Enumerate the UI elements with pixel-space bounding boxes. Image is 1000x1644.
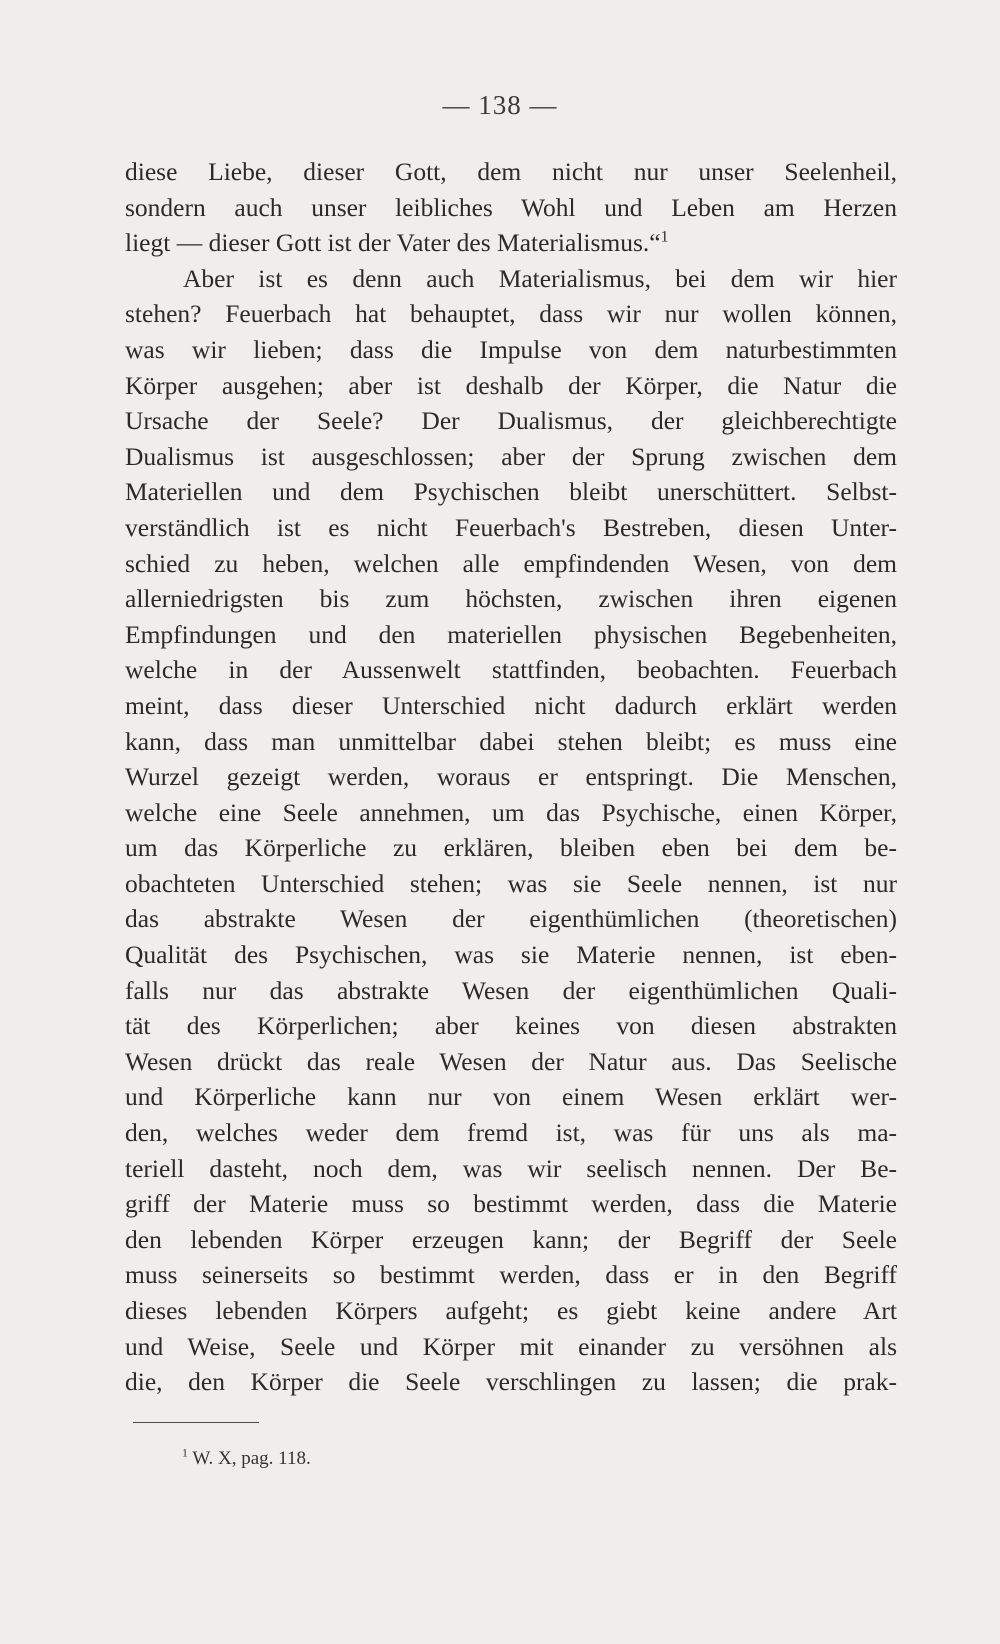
text-line: das abstrakte Wesen der eigenthümlichen (theoretischen) [125, 904, 897, 934]
text-line: meint, dass dieser Unterschied nicht dadurch erklärt werden [125, 690, 897, 720]
footnote-text: W. X, pag. 118. [192, 1448, 311, 1469]
text-line: dieses lebenden Körpers aufgeht; es giebt keine andere Art [125, 1296, 897, 1325]
text-line: diese Liebe, dieser Gott, dem nicht nur unser Seelenheil, [125, 157, 897, 186]
paragraph-first-line: Aber ist es denn auch Materialismus, bei dem wir hier [183, 263, 897, 293]
text-line: welche in der Aussenwelt stattfinden, beobachten. Feuerbach [125, 655, 897, 685]
text-line: schied zu heben, welchen alle empfindenden Wesen, von dem [125, 548, 897, 578]
text-line: und Körperliche kann nur von einem Wesen erklärt wer- [125, 1082, 897, 1112]
text-line: kann, dass man unmittelbar dabei stehen bleibt; es muss eine [125, 726, 897, 756]
text-line: obachteten Unterschied stehen; was sie Seele nennen, ist nur [125, 868, 897, 898]
footnote-marker: 1 [182, 1446, 188, 1460]
text-line: Wesen drückt das reale Wesen der Natur aus. Das Seelische [125, 1046, 897, 1076]
text-line: um das Körperliche zu erklären, bleiben eben bei dem be- [125, 833, 897, 863]
text-line-content: liegt — dieser Gott ist der Vater des Materialismus.“ [125, 228, 661, 258]
text-line: die, den Körper die Seele verschlingen zu lassen; die prak- [125, 1367, 897, 1397]
text-line-with-footnote-ref [125, 225, 897, 261]
text-line: und Weise, Seele und Körper mit einander zu versöhnen als [125, 1331, 897, 1361]
text-line: allerniedrigsten bis zum höchsten, zwischen ihren eigenen [125, 584, 897, 614]
text-line: Qualität des Psychischen, was sie Materie nennen, ist eben- [125, 940, 897, 970]
text-line: teriell dasteht, noch dem, was wir seelisch nennen. Der Be- [125, 1153, 897, 1183]
text-line: den lebenden Körper erzeugen kann; der Begriff der Seele [125, 1224, 897, 1254]
text-line: stehen? Feuerbach hat behauptet, dass wir nur wollen können, [125, 299, 897, 329]
text-line: Ursache der Seele? Der Dualismus, der gleichberechtigte [125, 406, 897, 436]
footnote-reference: 1 [660, 228, 669, 246]
body-text [125, 154, 897, 1400]
text-line: den, welches weder dem fremd ist, was für uns als ma- [125, 1118, 897, 1148]
text-line: Wurzel gezeigt werden, woraus er entspringt. Die Menschen, [125, 762, 897, 792]
text-line: tät des Körperlichen; aber keines von diesen abstrakten [125, 1011, 897, 1041]
text-line: Körper ausgehen; aber ist deshalb der Körper, die Natur die [125, 370, 897, 400]
text-line: was wir lieben; dass die Impulse von dem naturbestimmten [125, 334, 897, 364]
footnote-divider [133, 1422, 259, 1423]
page-number: — 138 — [442, 90, 558, 120]
text-line: verständlich ist es nicht Feuerbach's Bestreben, diesen Unter- [125, 512, 897, 542]
text-line: muss seinerseits so bestimmt werden, dass er in den Begriff [125, 1260, 897, 1290]
text-line: welche eine Seele annehmen, um das Psychische, einen Körper, [125, 797, 897, 827]
text-line: falls nur das abstrakte Wesen der eigenthümlichen Quali- [125, 975, 897, 1005]
text-line: Dualismus ist ausgeschlossen; aber der Sprung zwischen dem [125, 441, 897, 471]
text-line: Empfindungen und den materiellen physischen Begebenheiten, [125, 619, 897, 649]
text-line: griff der Materie muss so bestimmt werden, dass die Materie [125, 1189, 897, 1219]
text-line: Materiellen und dem Psychischen bleibt unerschüttert. Selbst- [125, 477, 897, 507]
footnote [182, 1447, 311, 1471]
text-line: sondern auch unser leibliches Wohl und Leben am Herzen [125, 192, 897, 222]
